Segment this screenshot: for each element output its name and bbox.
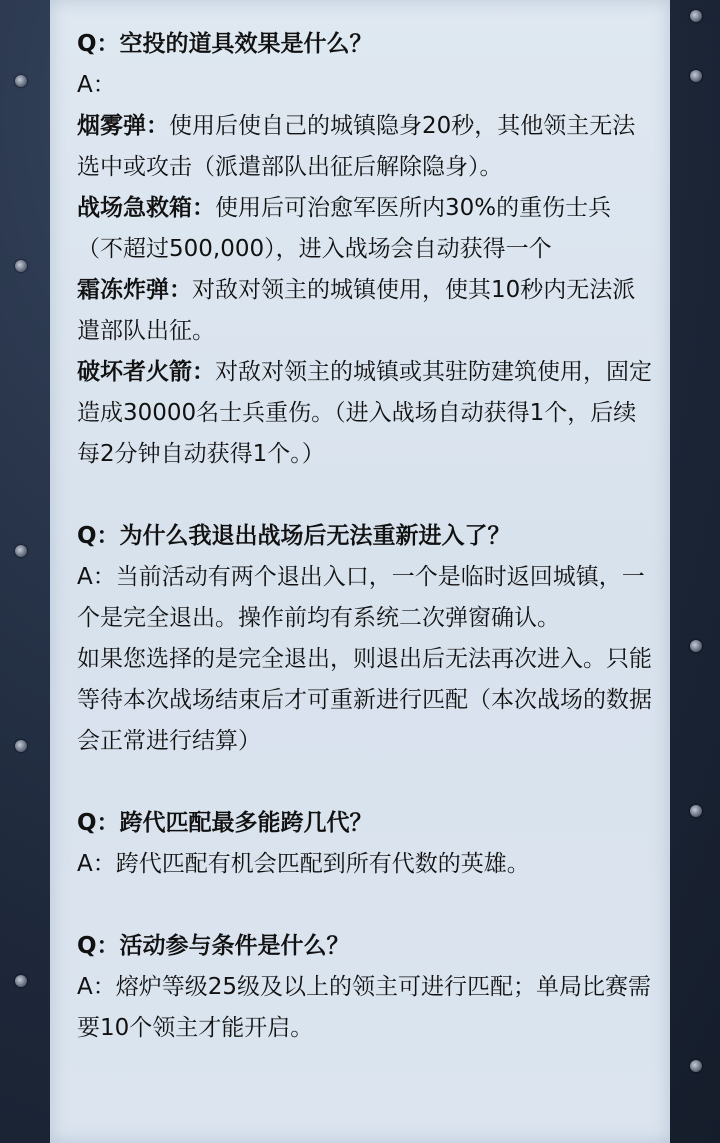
faq-item xyxy=(77,188,657,270)
bolt-icon xyxy=(15,260,27,272)
faq-item xyxy=(77,270,657,352)
faq-question: Q：活动参与条件是什么？ xyxy=(77,933,350,959)
bolt-icon xyxy=(690,10,702,22)
bolt-icon xyxy=(690,805,702,817)
faq-answer: A：跨代匹配有机会匹配到所有代数的英雄。 xyxy=(77,851,530,877)
faq-item-term: 战场急救箱： xyxy=(77,195,215,221)
bolt-icon xyxy=(15,75,27,87)
faq-item-text: 对敌对领主的城镇使用，使其10秒内无法派遣部队出征。 xyxy=(77,277,636,344)
faq-content xyxy=(77,24,657,1049)
bolt-icon xyxy=(690,640,702,652)
faq-item-text: 使用后使自己的城镇隐身20秒，其他领主无法选中或攻击（派遣部队出征后解除隐身）。 xyxy=(77,113,636,180)
spacer xyxy=(77,885,657,926)
faq-item xyxy=(77,106,657,188)
bolt-icon xyxy=(690,1060,702,1072)
bolt-icon xyxy=(15,545,27,557)
faq-answer: A：当前活动有两个退出入口，一个是临时返回城镇，一个是完全退出。操作前均有系统二次弹窗确认。 xyxy=(77,564,645,631)
faq-question: Q：空投的道具效果是什么？ xyxy=(77,31,373,57)
faq-item xyxy=(77,352,657,475)
faq-item-term: 烟雾弹： xyxy=(77,113,169,139)
faq-item-term: 破坏者火箭： xyxy=(77,359,215,385)
faq-question: Q：跨代匹配最多能跨几代？ xyxy=(77,810,373,836)
faq-answer-extra: 如果您选择的是完全退出，则退出后无法再次进入。只能等待本次战场结束后才可重新进行匹配（本次战场的数据会正常进行结算） xyxy=(77,646,652,754)
spacer xyxy=(77,475,657,516)
bolt-icon xyxy=(15,975,27,987)
bolt-icon xyxy=(690,70,702,82)
faq-answer: A：熔炉等级25级及以上的领主可进行匹配；单局比赛需要10个领主才能开启。 xyxy=(77,974,652,1041)
faq-item-term: 霜冻炸弹： xyxy=(77,277,192,303)
faq-answer-intro: A： xyxy=(77,72,116,98)
bolt-icon xyxy=(15,740,27,752)
faq-item-text: 使用后可治愈军医所内30%的重伤士兵（不超过500,000），进入战场会自动获得一个 xyxy=(77,195,612,262)
faq-question: Q：为什么我退出战场后无法重新进入了？ xyxy=(77,523,511,549)
faq-item-text: 对敌对领主的城镇或其驻防建筑使用，固定造成30000名士兵重伤。（进入战场自动获得1个，后续每2分钟自动获得1个。） xyxy=(77,359,652,467)
spacer xyxy=(77,762,657,803)
